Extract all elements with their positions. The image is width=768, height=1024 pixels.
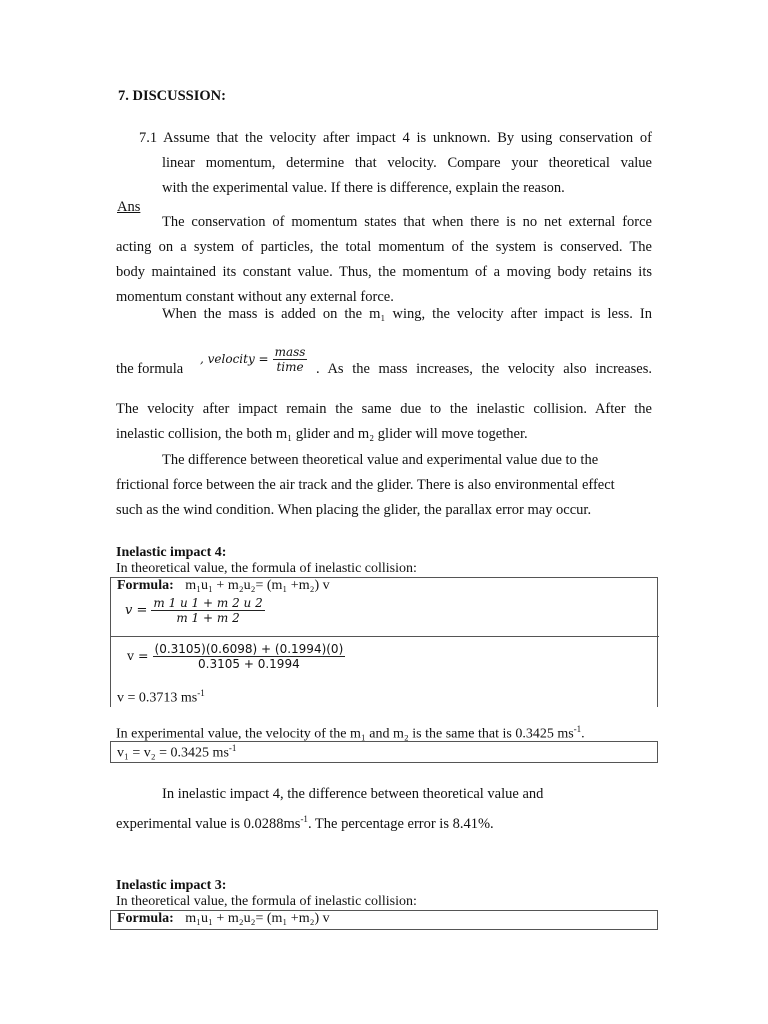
section-title: 7. DISCUSSION: xyxy=(118,88,226,104)
experimental-sentence: In experimental value, the velocity of the m₁ and m₂ is the same that is 0.3425 ms xyxy=(116,726,574,742)
fraction-numerator: m 1 u 1 + m 2 u 2 xyxy=(153,596,263,610)
impact3-intro: In theoretical value, the formula of inelastic collision: xyxy=(116,894,417,909)
velocity-formula xyxy=(200,345,307,374)
velocity-general-fraction xyxy=(151,596,264,625)
answer-p2-formula-prefix: the formula xyxy=(116,361,184,377)
fraction-denominator: 0.3105 + 0.1994 xyxy=(198,657,300,671)
impact4-result xyxy=(117,688,205,707)
fraction-numerator: mass xyxy=(274,345,306,359)
formula-text: m₁u₁ + m₂u₂= (m₁ +m₂) v xyxy=(185,578,330,593)
impact4-experimental-box xyxy=(110,741,658,763)
result-superscript: -1 xyxy=(197,688,205,698)
fraction-denominator: m 1 + m 2 xyxy=(176,611,240,625)
answer-p2-line: When the mass is added on the m₁ wing, the velocity after impact is less. In xyxy=(162,306,652,322)
impact4-intro: In theoretical value, the formula of inelastic collision: xyxy=(116,561,417,576)
question-line-2: linear momentum, determine that velocity. Compare your theoretical value xyxy=(162,155,652,171)
impact4-experimental-text xyxy=(116,724,585,743)
diff-text-b: . The percentage error is 8.41%. xyxy=(307,815,494,832)
velocity-general-formula xyxy=(125,596,265,625)
question-line-1: 7.1 Assume that the velocity after impact 4 is unknown. By using conservation of xyxy=(139,130,652,146)
diff-superscript: -1 xyxy=(300,814,308,824)
formula-label: Formula: xyxy=(117,911,174,926)
experimental-tail: . xyxy=(581,726,585,742)
velocity-formula-lhs: , velocity = xyxy=(200,352,269,367)
velocity-substituted-fraction xyxy=(153,642,346,671)
result-text: v = 0.3713 ms xyxy=(117,690,198,706)
impact4-diff-line-1: In inelastic impact 4, the difference between theoretical value and xyxy=(162,786,544,802)
velocity-fraction xyxy=(273,345,308,374)
answer-p4-line: The difference between theoretical value and experimental value due to the xyxy=(162,452,599,468)
answer-p1-line: momentum constant without any external force. xyxy=(116,289,394,305)
impact3-formula-box xyxy=(110,910,658,930)
answer-p3-line: inelastic collision, the both m₁ glider and m₂ glider will move together. xyxy=(116,426,528,442)
answer-p4-line: frictional force between the air track and the glider. There is also environmental effect xyxy=(116,477,615,493)
velocity-lhs: v = xyxy=(125,603,148,619)
velocity-substituted-formula xyxy=(127,642,345,671)
velocity-lhs: v = xyxy=(127,648,149,664)
formula-label: Formula: xyxy=(117,578,174,593)
experimental-superscript: -1 xyxy=(573,724,582,734)
formula-text: m₁u₁ + m₂u₂= (m₁ +m₂) v xyxy=(185,911,330,926)
experimental-box-text: v₁ = v₂ = 0.3425 ms xyxy=(117,745,229,761)
answer-p2-formula-suffix: . As the mass increases, the velocity also increases. xyxy=(316,361,652,377)
answer-label: Ans xyxy=(117,199,141,215)
fraction-numerator: (0.3105)(0.6098) + (0.1994)(0) xyxy=(154,642,344,656)
fraction-denominator: time xyxy=(276,360,304,374)
impact4-formula-box xyxy=(110,577,658,707)
impact4-diff-line-2 xyxy=(116,807,494,837)
answer-p3-line: The velocity after impact remain the same due to the inelastic collision. After the xyxy=(116,401,652,417)
impact3-heading: Inelastic impact 3: xyxy=(116,878,227,893)
question-line-3: with the experimental value. If there is difference, explain the reason. xyxy=(162,180,565,196)
diff-text-a: experimental value is 0.0288ms xyxy=(116,815,301,832)
answer-p4-line: such as the wind condition. When placing the glider, the parallax error may occur. xyxy=(116,502,592,518)
experimental-box-superscript: -1 xyxy=(228,743,237,753)
answer-p1-line: body maintained its constant value. Thus, the momentum of a moving body retains its xyxy=(116,264,652,280)
impact4-heading: Inelastic impact 4: xyxy=(116,545,227,560)
answer-p1-line: acting on a system of particles, the total momentum of the system is conserved. The xyxy=(116,239,652,255)
answer-p1-line: The conservation of momentum states that when there is no net external force xyxy=(162,214,652,230)
